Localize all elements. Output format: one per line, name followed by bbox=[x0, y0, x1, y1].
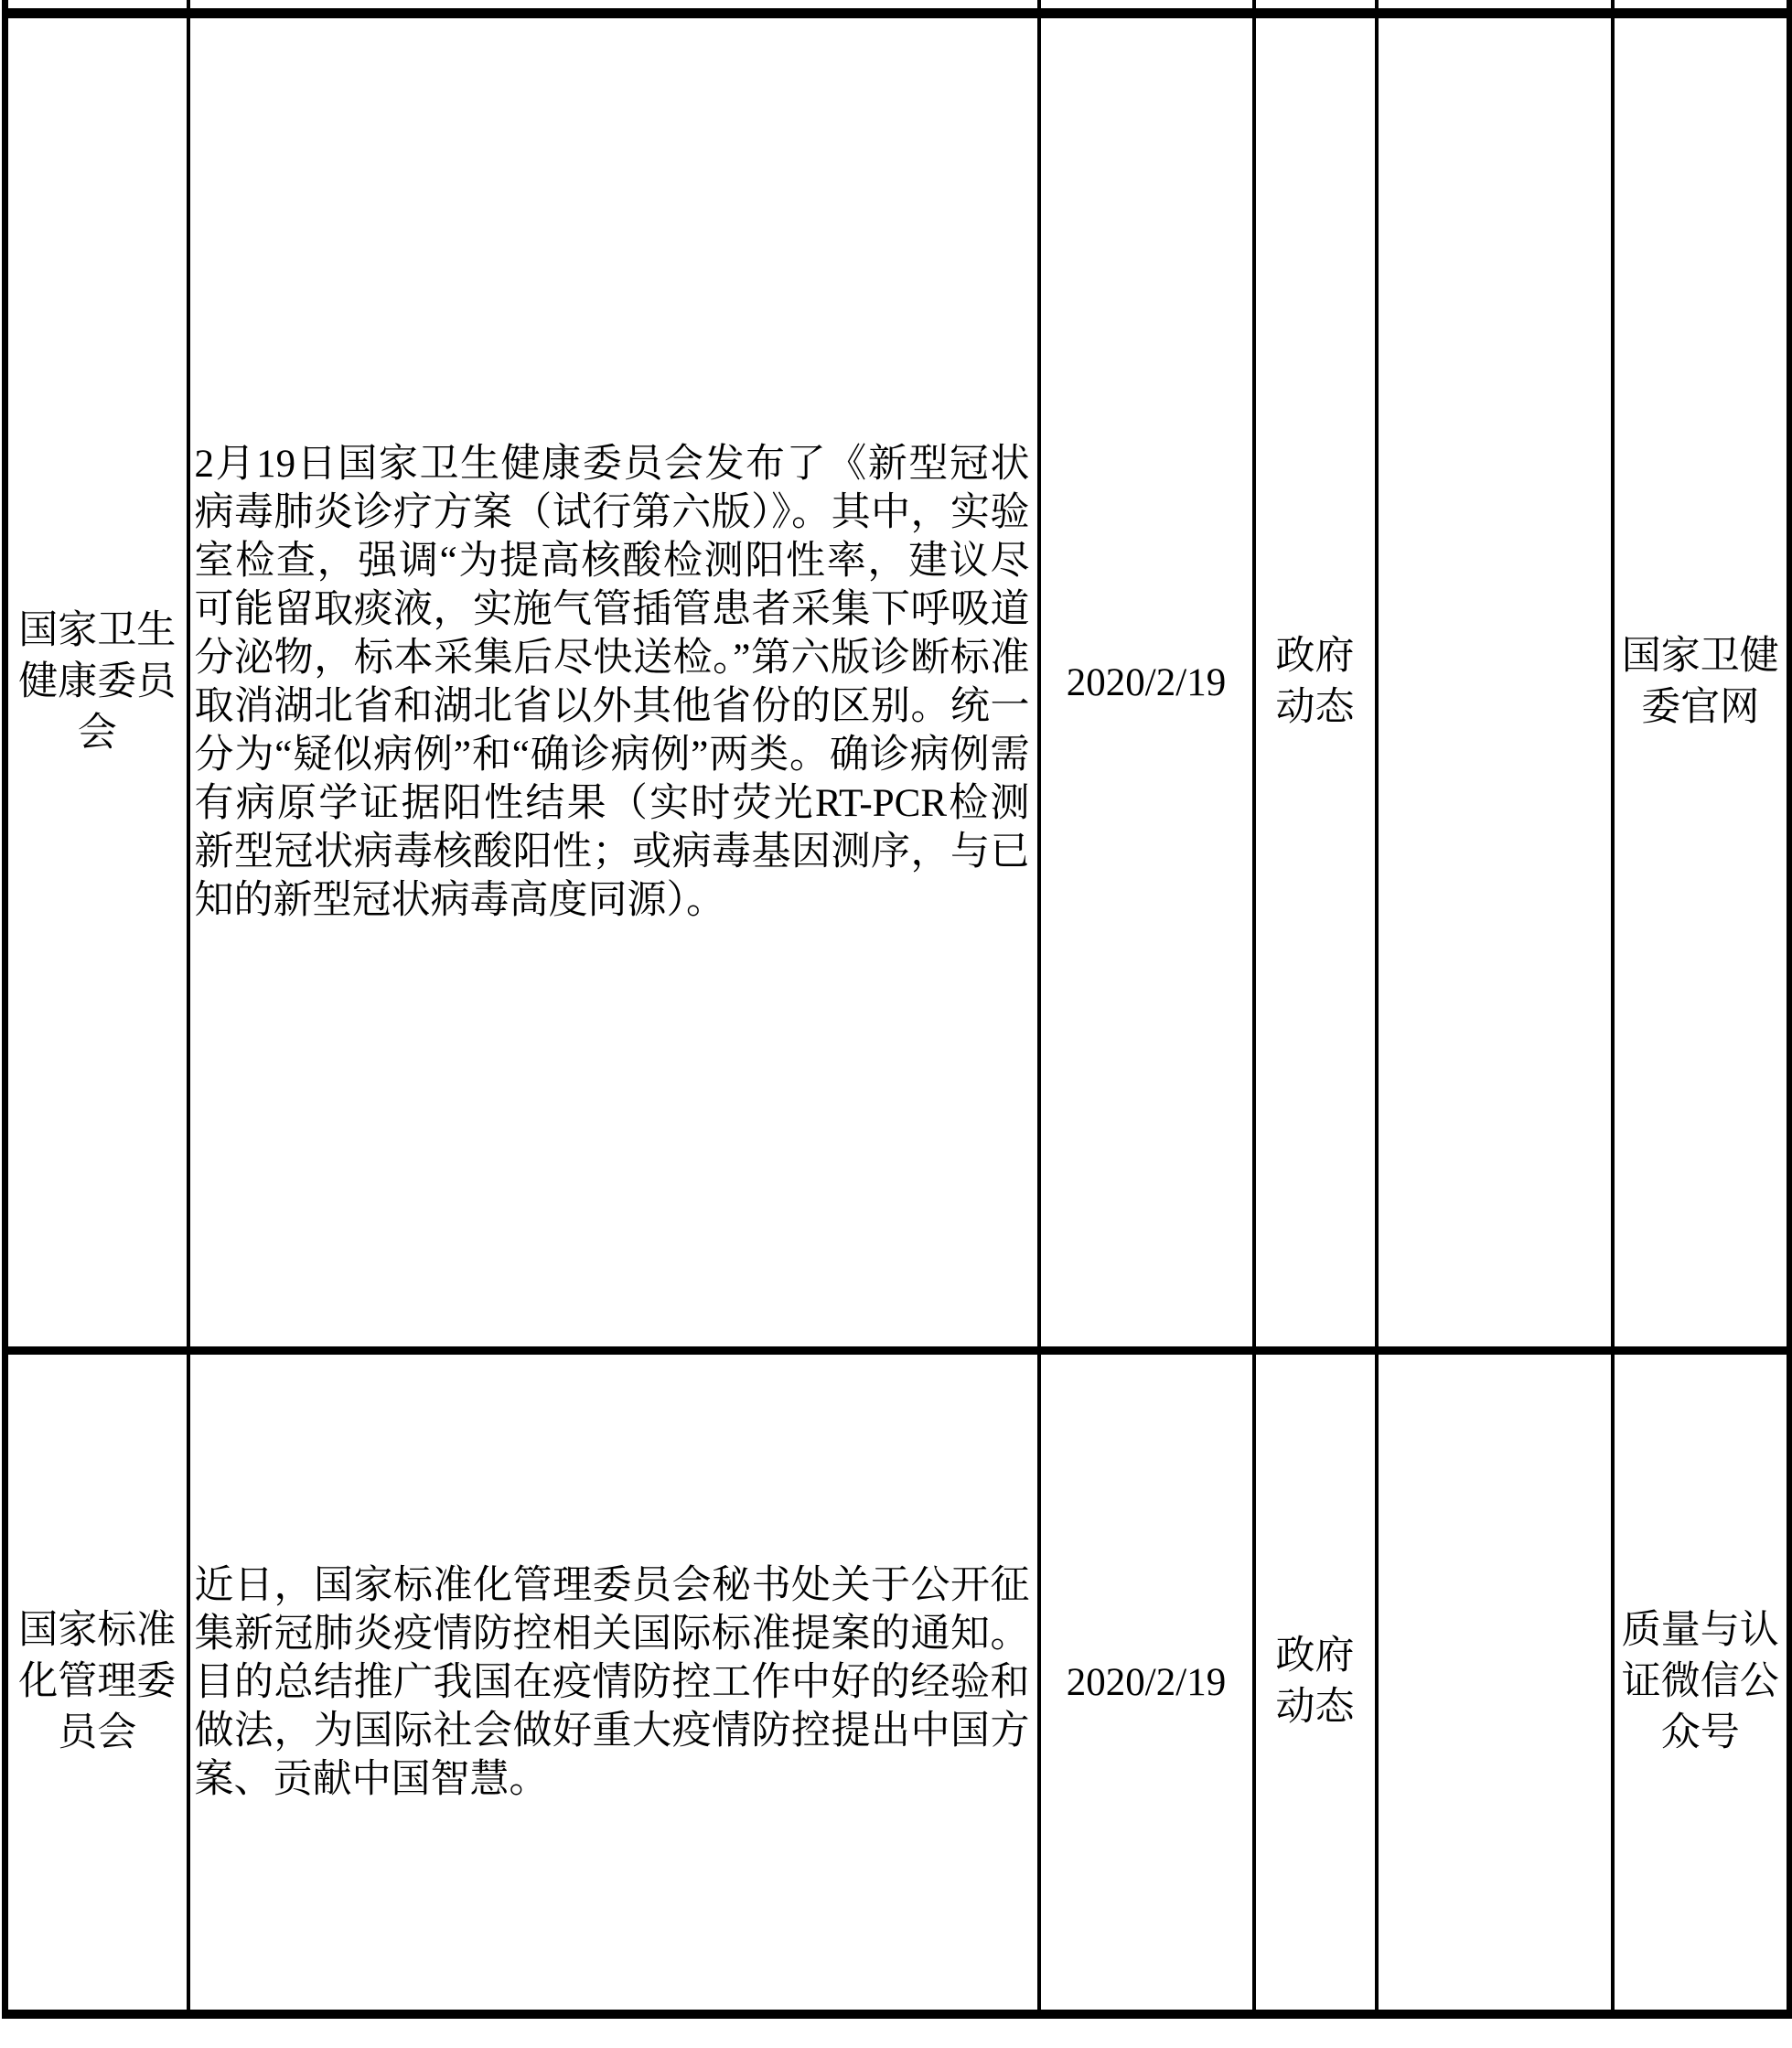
partial-content-cell bbox=[188, 0, 1039, 14]
source-cell bbox=[1613, 14, 1790, 1351]
table-row bbox=[5, 14, 1790, 1351]
partial-source-cell bbox=[1613, 0, 1790, 14]
date-cell bbox=[1039, 14, 1254, 1351]
note-cell bbox=[1377, 1351, 1613, 2015]
note-cell bbox=[1377, 14, 1613, 1351]
org-name: 国家标准化管理委员会 bbox=[18, 1609, 177, 1754]
news-date: 2020/2/19 bbox=[1066, 660, 1227, 704]
news-category: 政府动态 bbox=[1275, 1635, 1355, 1729]
org-cell bbox=[5, 14, 188, 1351]
date-cell bbox=[1039, 1351, 1254, 2015]
news-content: 近日，国家标准化管理委员会秘书处关于公开征集新冠肺炎疫情防控相关国际标准提案的通知。目的总结推广我国在疫情防控工作中好的经验和做法，为国际社会做好重大疫情防控提出中国方案、贡献中国智慧。 bbox=[194, 1563, 1030, 1801]
category-cell bbox=[1254, 1351, 1377, 2015]
category-cell bbox=[1254, 14, 1377, 1351]
news-source: 国家卫健委官网 bbox=[1621, 635, 1779, 729]
partial-org-cell bbox=[5, 0, 188, 14]
source-cell bbox=[1613, 1351, 1790, 2015]
previous-row-sliver bbox=[5, 0, 1790, 14]
org-cell bbox=[5, 1351, 188, 2015]
news-source: 质量与认证微信公众号 bbox=[1621, 1609, 1779, 1754]
news-date: 2020/2/19 bbox=[1066, 1660, 1227, 1704]
partial-note-cell bbox=[1377, 0, 1613, 14]
content-cell bbox=[188, 1351, 1039, 2015]
partial-category-cell bbox=[1254, 0, 1377, 14]
news-table bbox=[2, 0, 1792, 2019]
news-content: 2月19日国家卫生健康委员会发布了《新型冠状病毒肺炎诊疗方案（试行第六版）》。其中，实验室检查，强调“为提高核酸检测阳性率，建议尽可能留取痰液，实施气管插管患者采集下呼吸道分泌物，标本采集后尽快送检。”第六版诊断标准取消湖北省和湖北省以外其他省份的区别。统一分为“疑似病例”和“确诊病例”两类。确诊病例需有病原学证据阳性结果（实时荧光RT-PCR检测新型冠状病毒核酸阳性；或病毒基因测序，与已知的新型冠状病毒高度同源）。 bbox=[194, 443, 1030, 922]
news-category: 政府动态 bbox=[1275, 635, 1355, 729]
content-cell bbox=[188, 14, 1039, 1351]
partial-date-cell bbox=[1039, 0, 1254, 14]
org-name: 国家卫生健康委员会 bbox=[18, 609, 177, 755]
table-row bbox=[5, 1351, 1790, 2015]
